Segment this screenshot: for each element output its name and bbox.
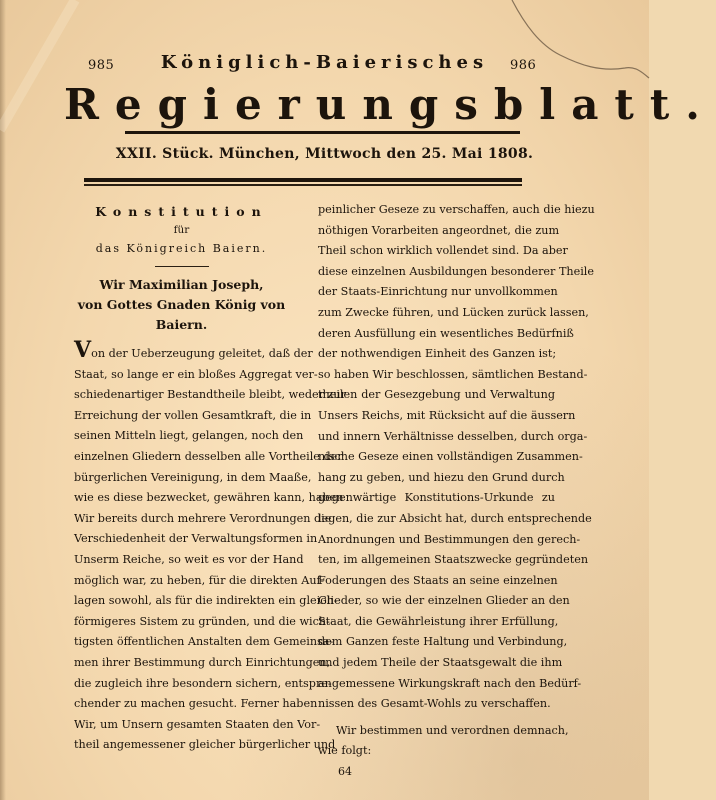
right-column	[318, 200, 595, 783]
issue-dateline: XXII. Stück. München, Mittwoch den 25. Mai 1808.	[115, 146, 534, 162]
text-line: bürgerlichen Vereinigung, in dem Maaße,	[74, 470, 312, 484]
text-line: Unserm Reiche, so weit es vor der Hand	[74, 552, 304, 566]
text-line: Staat, die Gewährleistung ihrer Erfüllung,	[318, 614, 559, 628]
document-title-sub: für	[173, 224, 190, 236]
text-line: die zugleich ihre besondern sichern, entspre-	[74, 676, 332, 690]
text-line: Theil schon wirklich vollendet sind. Da aber	[318, 244, 568, 258]
text-line: legen, die zur Absicht hat, durch entsprechende	[318, 511, 592, 525]
text-line: hang zu geben, und hiezu den Grund durch	[318, 470, 565, 484]
text-line: schiedenartiger Bestandtheile bleibt, weder zur	[74, 388, 346, 402]
text-line: tigsten öffentlichen Anstalten dem Gemeinsa-	[74, 635, 334, 649]
text-line: Erreichung der vollen Gesamtkraft, die in	[74, 408, 312, 422]
text-line: und innern Verhältnisse desselben, durch orga-	[318, 429, 588, 443]
text-line: der nothwendigen Einheit des Ganzen ist;	[318, 347, 557, 361]
decree-heading-line: Wir Maximilian Joseph,	[99, 277, 264, 292]
page-number-right: 986	[510, 58, 537, 73]
text-line: so haben Wir beschlossen, sämtlichen Bestand-	[318, 367, 588, 381]
text-line: nöthigen Vorarbeiten angeordnet, die zum	[318, 223, 560, 237]
text-line: theilen der Gesezgebung und Verwaltung	[318, 388, 555, 402]
text-line: Anordnungen und Bestimmungen den gerech-	[318, 532, 581, 546]
header-rule	[125, 131, 520, 134]
page-number-left: 985	[88, 58, 115, 73]
text-line: und jedem Theile der Staatsgewalt die ihm	[318, 656, 563, 670]
text-line: Staat, so lange er ein bloßes Aggregat ver-	[74, 367, 318, 381]
text-line: diese einzelnen Ausbildungen besonderer Theile	[318, 264, 595, 278]
text-line: möglich war, zu heben, für die direkten Auf-	[74, 573, 325, 587]
text-line: theil angemessener gleicher bürgerlicher und	[74, 738, 336, 752]
publication-kicker: Königlich-Baierisches	[160, 52, 489, 73]
text-line: deren Ausfüllung ein wesentliches Bedürfniß	[318, 326, 574, 340]
drop-cap: V	[74, 337, 92, 363]
title-divider	[155, 266, 209, 267]
text-line: förmigeres Sistem zu gründen, und die wich-	[74, 614, 330, 628]
signature-mark: 64	[338, 765, 352, 779]
text-line: lagen sowohl, als für die indirekten ein gleich-	[74, 594, 338, 608]
text-line: Von der Ueberzeugung geleitet, daß der	[74, 337, 313, 363]
text-line: gegenwärtige Konstitutions-Urkunde zu	[318, 491, 555, 505]
text-line: zum Zwecke führen, und Lücken zurück lassen,	[318, 305, 589, 319]
masthead-title: Regierungsblatt.	[64, 80, 716, 129]
text-line: Verschiedenheit der Verwaltungsformen in	[74, 532, 318, 546]
section-rule-thick	[84, 178, 522, 182]
text-line: einzelnen Gliedern desselben alle Vortheile der	[74, 449, 343, 463]
text-line: men ihrer Bestimmung durch Einrichtungen,	[74, 655, 331, 669]
text-line: Wir bereits durch mehrere Verordnungen die	[74, 511, 332, 525]
closing-line: Wir bestimmen und verordnen demnach,	[336, 723, 569, 737]
section-rule-thin	[84, 184, 522, 186]
left-column	[74, 200, 346, 756]
text-line: nische Geseze einen vollständigen Zusammen-	[318, 450, 583, 464]
text-line: ten, im allgemeinen Staatszwecke gegründeten	[318, 553, 589, 567]
text-line: nissen des Gesamt-Wohls zu verschaffen.	[318, 697, 551, 711]
document-title-kingdom: das Königreich Baiern.	[95, 242, 268, 255]
page-edge-shadow	[0, 0, 6, 800]
text-line: Glieder, so wie der einzelnen Glieder an den	[318, 594, 570, 608]
text-line: seinen Mitteln liegt, gelangen, noch den	[74, 429, 304, 443]
text-line: dem Ganzen feste Haltung und Verbindung,	[318, 635, 568, 649]
closing-line: wie folgt:	[318, 744, 372, 758]
decree-heading-line: von Gottes Gnaden König von Baiern.	[77, 297, 286, 332]
text-line: wie es diese bezwecket, gewähren kann, haben	[74, 491, 344, 505]
text-line: Wir, um Unsern gesamten Staaten den Vor-	[74, 717, 321, 731]
document-title: Konstitution	[95, 204, 268, 219]
text-line: angemessene Wirkungskraft nach den Bedürf-	[318, 676, 582, 690]
text-line: der Staats-Einrichtung nur unvollkommen	[318, 285, 558, 299]
text-line: Foderungen des Staats an seine einzelnen	[318, 573, 558, 587]
text-line: chender zu machen gesucht. Ferner haben	[74, 697, 318, 711]
text-line: Unsers Reichs, mit Rücksicht auf die äussern	[318, 408, 576, 422]
text-line: peinlicher Geseze zu verschaffen, auch die hiezu	[318, 203, 595, 216]
